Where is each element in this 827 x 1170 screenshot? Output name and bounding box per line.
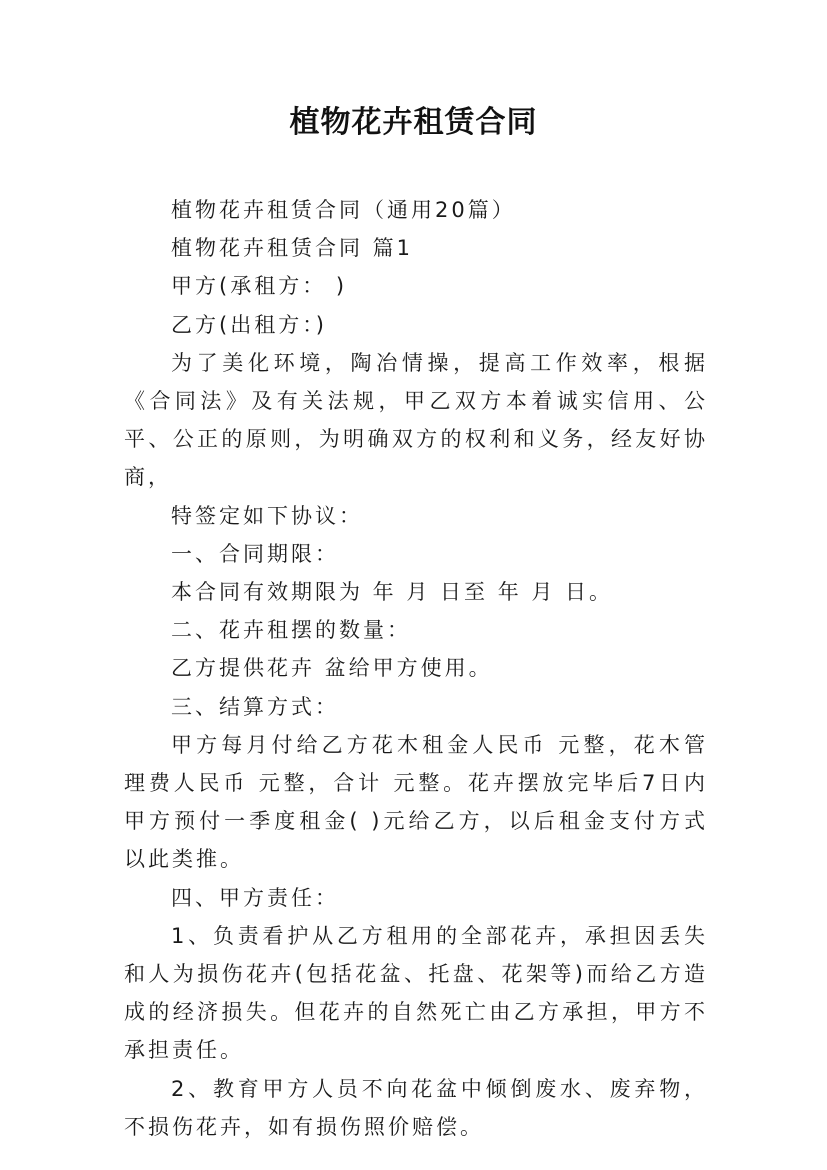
document-title: 植物花卉租赁合同 — [289, 105, 538, 140]
paragraph-agreement-intro: 特签定如下协议： — [171, 503, 363, 528]
document-body — [124, 191, 708, 1146]
paragraph-quantity-heading: 二、花卉租摆的数量： — [171, 618, 411, 643]
paragraph-settlement-heading: 三、结算方式： — [171, 694, 339, 719]
paragraph-preamble: 为了美化环境，陶冶情操，提高工作效率，根据《合同法》及有关法规，甲乙双方本着诚实信用、公平、公正的原则，为明确双方的权利和义务，经友好协商， — [124, 350, 708, 490]
paragraph-subtitle: 植物花卉租赁合同（通用20篇） — [171, 198, 516, 222]
paragraph-term-heading: 一、合同期限： — [171, 541, 339, 566]
paragraph-settlement-body: 甲方每月付给乙方花木租金人民币 元整，花木管理费人民币 元整，合计 元整。花卉摆放完毕后7日内甲方预付一季度租金( )元给乙方，以后租金支付方式以此类推。 — [124, 732, 708, 872]
paragraph-party-a: 甲方(承租方： ) — [171, 274, 348, 299]
paragraph-term-body: 本合同有效期限为 年 月 日至 年 月 日。 — [171, 580, 614, 605]
paragraph-party-a-duties-heading: 四、甲方责任： — [171, 885, 339, 910]
paragraph-party-b: 乙方(出租方：) — [171, 312, 327, 337]
paragraph-duty-1: 1、负责看护从乙方租用的全部花卉，承担因丢失和人为损伤花卉(包括花盆、托盘、花架等)而给乙方造成的经济损失。但花卉的自然死亡由乙方承担，甲方不承担责任。 — [124, 923, 708, 1063]
paragraph-section-heading: 植物花卉租赁合同 篇1 — [171, 236, 414, 261]
paragraph-duty-2: 2、教育甲方人员不向花盆中倾倒废水、废弃物，不损伤花卉，如有损伤照价赔偿。 — [124, 1076, 708, 1139]
paragraph-quantity-body: 乙方提供花卉 盆给甲方使用。 — [171, 656, 493, 681]
